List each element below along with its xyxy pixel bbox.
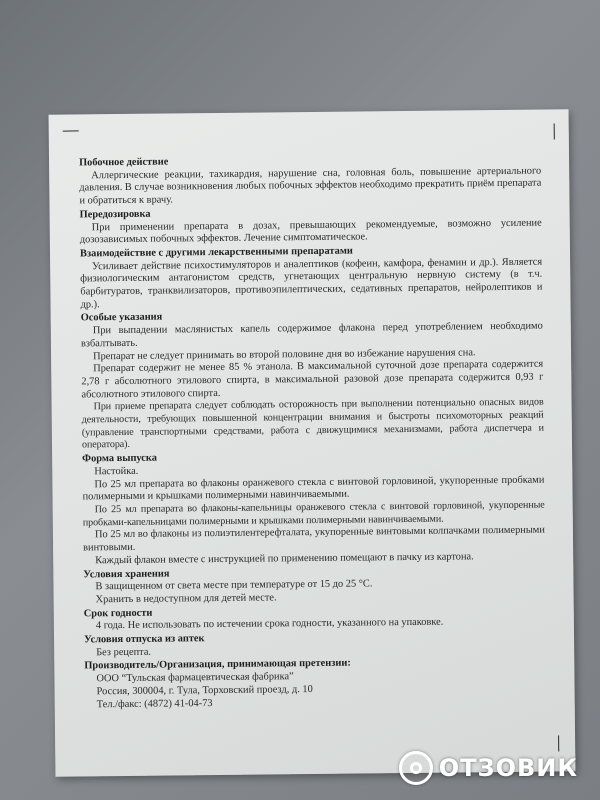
special-instructions-heading: Особые указания bbox=[80, 311, 163, 324]
overdose-text: При применении препарата в дозах, превышающих рекомендуемые, возможно усиление дозозависимых побочных эффектов. Лечение симптоматическое. bbox=[79, 217, 542, 246]
release-form-heading: Форма выпуска bbox=[82, 452, 157, 465]
shelf-life-text: 4 года. Не использовать по истечении срока годности, указанного на упаковке. bbox=[95, 616, 444, 632]
overdose-heading: Передозировка bbox=[79, 208, 151, 221]
release-form-p1: Настойка. bbox=[94, 465, 139, 478]
instruction-sheet bbox=[49, 109, 576, 776]
crop-mark-top-left bbox=[63, 130, 79, 131]
dispensing-heading: Условия отпуска из аптек bbox=[83, 633, 205, 646]
release-form-p5: Каждый флакон вместе с инструкцией по применению помещают в пачку из картона. bbox=[95, 551, 474, 567]
storage-heading: Условия хранения bbox=[83, 568, 170, 580]
manufacturer-name: ООО “Тульская фармацевтическая фабрика” bbox=[96, 671, 294, 685]
special-instructions-p2: Препарат не следует принимать во второй половине дня во избежание нарушения сна. bbox=[93, 346, 476, 362]
shelf-life-heading: Срок годности bbox=[83, 607, 153, 620]
side-effects-heading: Побочное действие bbox=[78, 156, 169, 169]
manufacturer-address: Россия, 300004, г. Тула, Торховский проезд, д. 10 bbox=[96, 683, 313, 698]
watermark-text: ОТЗОВИК bbox=[438, 754, 578, 782]
otzovik-watermark bbox=[399, 746, 578, 790]
side-effects-text: Аллергические реакции, тахикардия, нарушение сна, головная боль, повышение артериального давления. В случае возникновения любых побочных эффектов необходимо прекратить приём препарата и обратиться к врачу. bbox=[79, 165, 542, 207]
release-form-p4: По 25 мл во флаконы из полиэтилентерефталата, укупоренные винтовыми колпачками полимерными винтовыми. bbox=[83, 524, 545, 554]
special-instructions-p1: При выпадении маслянистых капель содержимое флакона перед употреблением необходимо взбалтывать. bbox=[80, 320, 543, 350]
crop-mark-top-right bbox=[554, 123, 555, 139]
special-instructions-p4: При приеме препарата следует соблюдать осторожность при выполнении потенциально опасных видов деятельности, требующих повышенной концентрации внимания и быстроты психомоторных реакций (управление транспортными средствами, работа с движущимися механизмами, работа диспетчера и оператора). bbox=[81, 396, 544, 451]
interactions-text: Усиливает действие психостимуляторов и аналептиков (кофеин, камфора, фенамин и др.). Является физиологическим антагонистом средств, угнетающих центральную нервную систему (в т.ч. барбитуратов, транквилизаторов, противоэпилептических, седативных препаратов, нейролептиков и др.). bbox=[80, 256, 543, 311]
dispensing-text: Без рецепта. bbox=[96, 646, 152, 658]
otzovik-logo-icon bbox=[399, 751, 433, 785]
manufacturer-phone: Тел./факс: (4872) 41-04-73 bbox=[96, 697, 213, 710]
special-instructions-p3: Препарат содержит не менее 85 % этанола. В максимальной суточной дозе препарата содержится 2,78 г абсолютного этилового спирта, в максимальной разовой дозе препарата содержится 0,93 г абсолютного этилового спирта. bbox=[81, 358, 544, 401]
instruction-text bbox=[79, 152, 547, 712]
storage-p2: Хранить в недоступном для детей месте. bbox=[95, 592, 277, 606]
release-form-p2: По 25 мл препарата во флаконы оранжевого стекла с винтовой горловиной, укупоренные пробками полимерными и крышками полимерными навинчиваемыми. bbox=[82, 474, 545, 503]
interactions-heading: Взаимодействие с другими лекарственными препаратами bbox=[79, 245, 353, 260]
manufacturer-heading: Производитель/Организация, принимающая претензии: bbox=[84, 658, 351, 672]
storage-p1: В защищенном от света месте при температуре от 15 до 25 °С. bbox=[95, 578, 373, 593]
release-form-p3: По 25 мл препарата во флаконы-капельницы оранжевого стекла с винтовой горловиной, укупоренные пробками-капельницами полимерными и крышками полимерными навинчиваемыми. bbox=[82, 499, 545, 529]
